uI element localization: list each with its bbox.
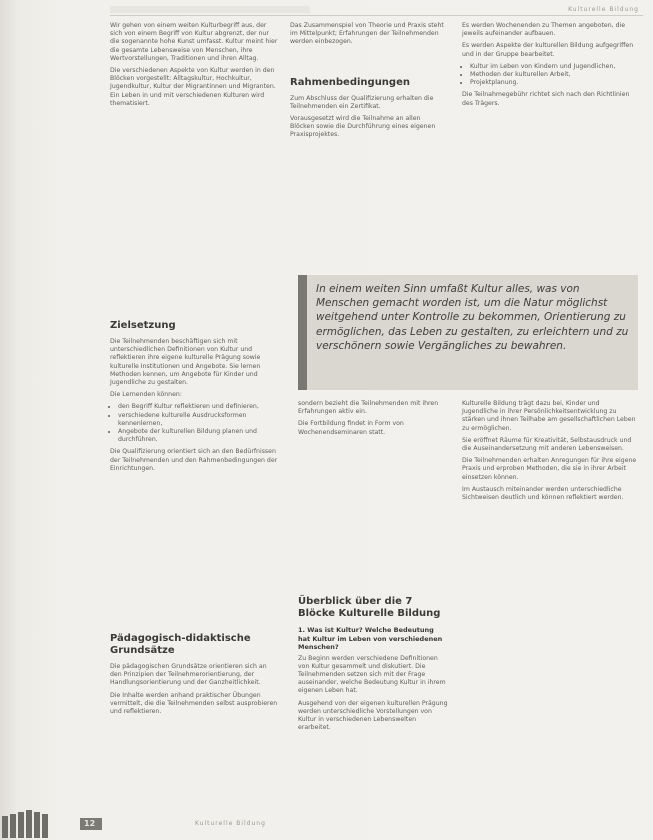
column-1 (110, 22, 278, 112)
paragraph: Vorausgesetzt wird die Teilnahme an allen Blöcken sowie die Durchführung eines eigenen Praxisprojektes. (290, 115, 436, 139)
heading-rahmenbedingungen: Rahmenbedingungen (290, 76, 410, 88)
header-band (110, 6, 310, 13)
column-2-ueberblick (298, 588, 448, 736)
column-3 (462, 22, 637, 112)
paragraph: Das Zusammenspiel von Theorie und Praxis steht im Mittelpunkt; Erfahrungen der Teilnehmenden werden einbezogen. (290, 22, 444, 46)
running-title: Kulturelle Bildung (568, 6, 639, 13)
list-item: • Angebote der kulturellen Bildung planen und durchführen. (118, 428, 278, 444)
column-2-mid (298, 400, 448, 441)
list-item: • Projektplanung. (470, 79, 637, 87)
paragraph: Die Fortbildung findet in Form von Wochenendseminaren statt. (298, 420, 404, 436)
footer-text: Kulturelle Bildung (195, 820, 266, 827)
paragraph: Es werden Aspekte der kulturellen Bildung aufgegriffen und in der Gruppe bearbeitet. (462, 42, 634, 58)
paragraph: Die Lernenden können: (110, 391, 182, 399)
paragraph: Die Teilnehmenden erhalten Anregungen für ihre eigene Praxis und erproben Methoden, die sie in ihrer Arbeit einsetzen können. (462, 457, 637, 481)
column-3-mid (462, 400, 637, 506)
subheading-was-ist-kultur: 1. Was ist Kultur? Welche Bedeutung hat Kultur im Leben von verschiedenen Menschen? (298, 626, 443, 651)
publisher-logo-icon (0, 790, 60, 840)
column-1-paed (110, 625, 278, 720)
paragraph: Die Teilnehmenden beschäftigen sich mit unterschiedlichen Definitionen von Kultur und reflektieren ihre eigene kulturelle Prägung sowie kulturelle Institutionen und Angebote. Sie lernen Methoden kennen, um Angebote für Kinder und Jugendliche zu gestalten. (110, 338, 261, 387)
list-item: • Methoden der kulturellen Arbeit, (470, 71, 637, 79)
paragraph: Ausgehend von der eigenen kulturellen Prägung werden unterschiedliche Vorstellungen von Kultur in verschiedenen Lebenswelten erarbeitet. (298, 699, 448, 732)
heading-zielsetzung: Zielsetzung (110, 320, 176, 331)
list-item: • Kultur im Leben von Kindern und Jugendlichen, (470, 63, 637, 71)
column-2 (290, 22, 445, 144)
paragraph: Es werden Wochenenden zu Themen angeboten, die jeweils aufeinander aufbauen. (462, 22, 626, 38)
header-rule (110, 15, 643, 16)
pull-quote-accent-bar (298, 275, 307, 390)
paragraph: Die pädagogischen Grundsätze orientieren sich an den Prinzipien der Teilnehmerorientierung, der Handlungsorientierung und der Ganzheitlichkeit. (110, 663, 267, 687)
pull-quote: In einem weiten Sinn umfaßt Kultur alles, was von Menschen gemacht worden ist, um die Natur möglichst weitgehend unter Kontrolle zu bekommen, Orientierung zu ermöglichen, das Leben zu gestalten, zu erleichtern und zu verschönern sowie Vergängliches zu bewahren. (316, 283, 629, 352)
heading-ueberblick: Überblick über die 7 Blöcke Kulturelle Bildung (298, 596, 441, 619)
list-item: • den Begriff Kultur reflektieren und definieren, (118, 403, 278, 411)
paragraph: Sie eröffnet Räume für Kreativität, Selbstausdruck und die Auseinandersetzung mit anderen Lebensweisen. (462, 436, 632, 453)
paragraph: Die Qualifizierung orientiert sich an den Bedürfnissen der Teilnehmenden und den Rahmenbedingungen der Einrichtungen. (110, 448, 278, 472)
paragraph: Wir gehen von einem weiten Kulturbegriff aus, der sich von einem Begriff von Kultur abgrenzt, der nur die sogenannte hohe Kunst umfasst. Kultur meint hier die gesamte Lebensweise von Menschen, ihre Wertvorstellungen, Traditionen und ihren Alltag. (110, 22, 278, 62)
paragraph: Die Teilnahmegebühr richtet sich nach den Richtlinien des Trägers. (462, 91, 630, 107)
heading-paedagogisch: Pädagogisch-didaktische Grundsätze (110, 633, 251, 656)
list-item: • verschiedene kulturelle Ausdrucksformen kennenlernen, (118, 412, 278, 428)
bullet-list (462, 63, 637, 88)
paragraph: Zum Abschluss der Qualifizierung erhalten die Teilnehmenden ein Zertifikat. (290, 94, 434, 110)
paragraph: sondern bezieht die Teilnehmenden mit ihren Erfahrungen aktiv ein. (298, 400, 439, 416)
paragraph: Die verschiedenen Aspekte von Kultur werden in den Blöcken vorgestellt: Alltagskultur, Hochkultur, Jugendkultur, Kultur der Migrantinnen und Migranten. Ein Leben in und mit verschiedenen Kulturen wird thematisiert. (110, 67, 276, 107)
bullet-list (110, 403, 278, 444)
paragraph: Die Inhalte werden anhand praktischer Übungen vermittelt, die die Teilnehmenden selbst ausprobieren und reflektieren. (110, 691, 278, 716)
page-number: 12 (84, 819, 96, 828)
paragraph: Im Austausch miteinander werden unterschiedliche Sichtweisen deutlich und können reflektiert werden. (462, 485, 624, 502)
paragraph: Kulturelle Bildung trägt dazu bei, Kinder und Jugendliche in ihrer Persönlichkeitsentwicklung zu stärken und ihnen Teilhabe am gesellschaftlichen Leben zu ermöglichen. (462, 400, 636, 432)
paragraph: Zu Beginn werden verschiedene Definitionen von Kultur gesammelt und diskutiert. Die Teilnehmenden setzen sich mit der Frage auseinander, welche Bedeutung Kultur in ihrem eigenen Leben hat. (298, 654, 446, 695)
column-1-ziel (110, 312, 278, 477)
